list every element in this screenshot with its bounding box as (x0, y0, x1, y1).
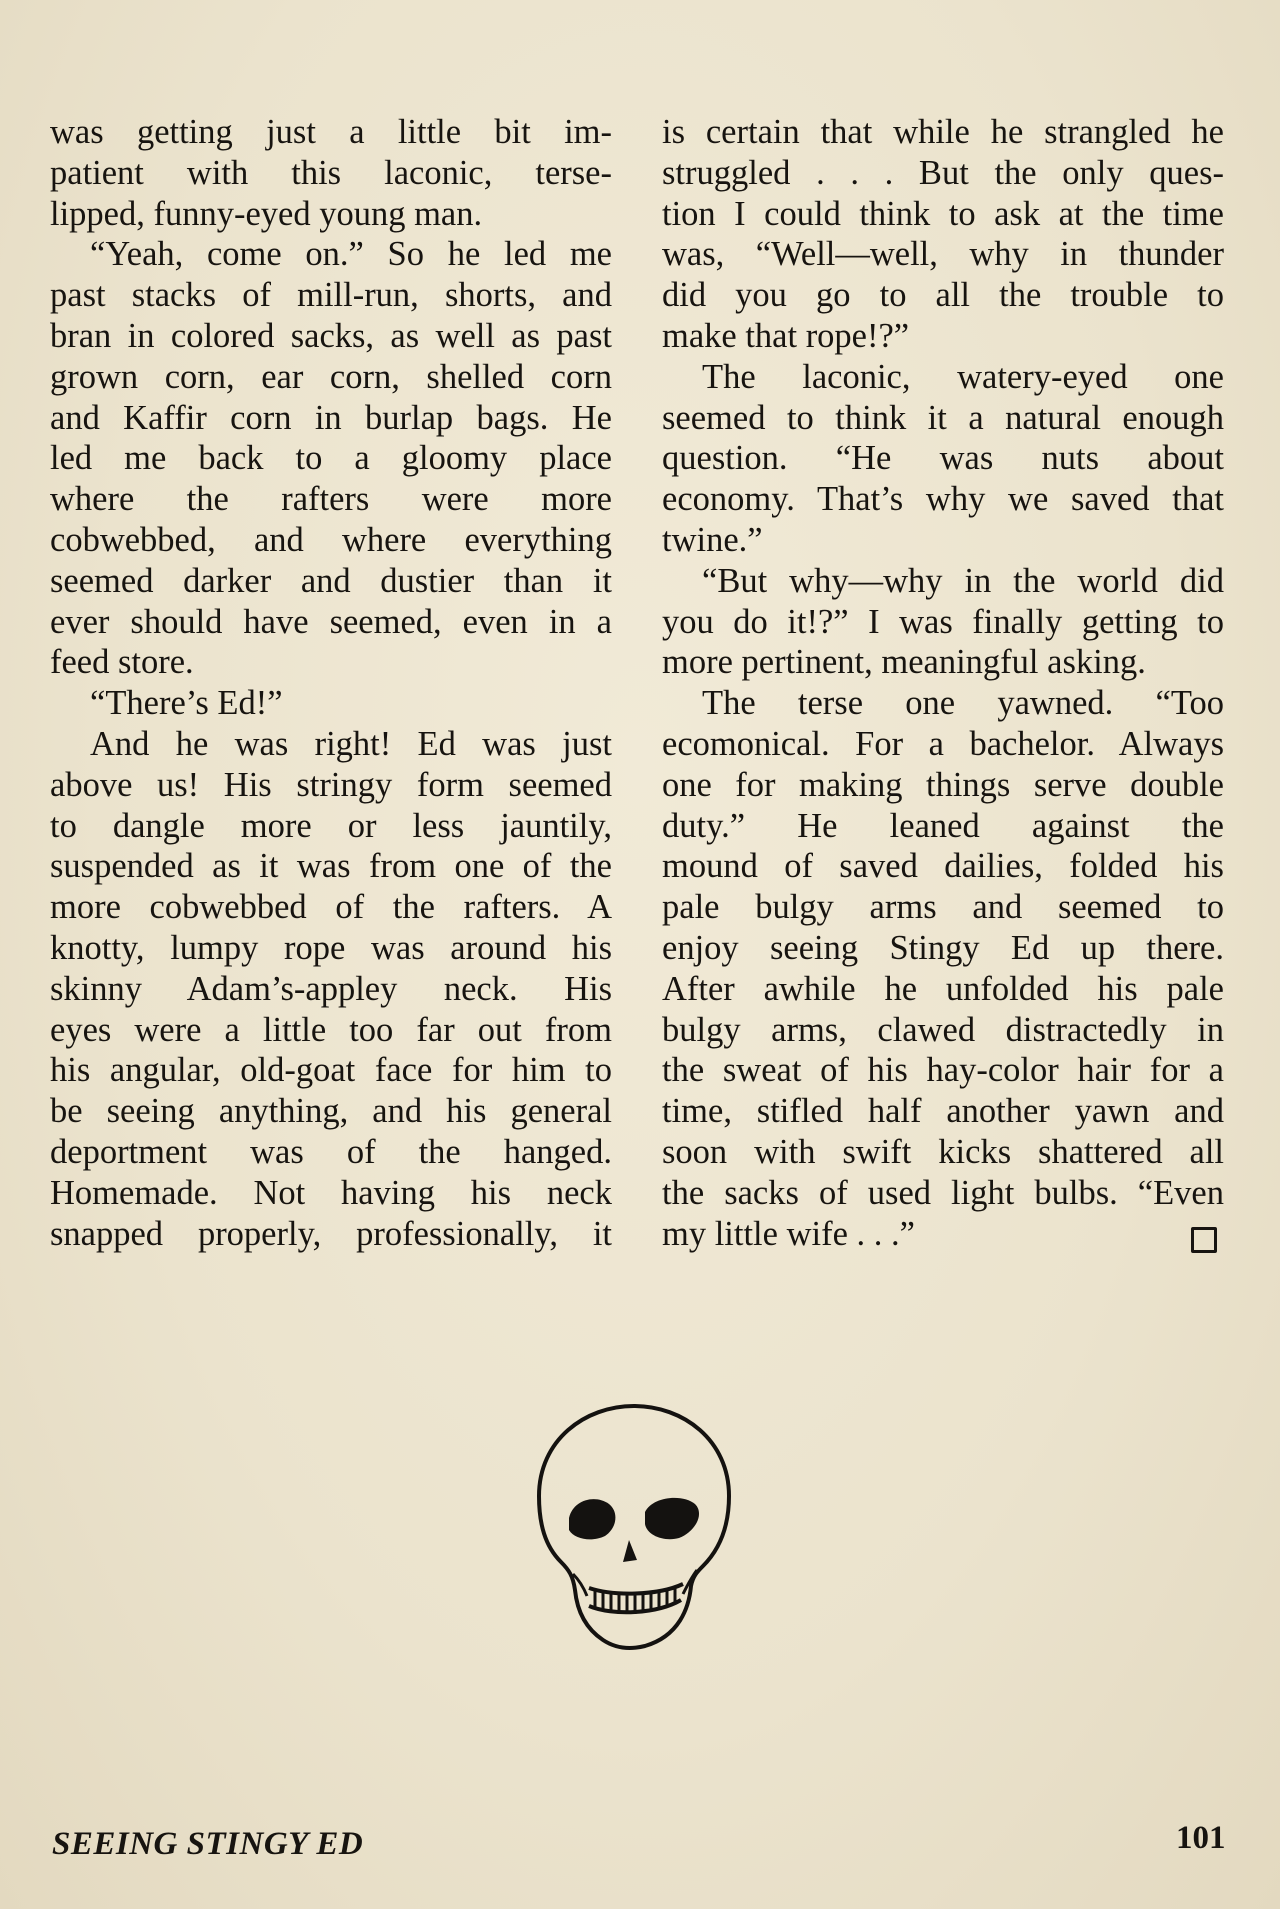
text-line: seemed darker and dustier than it (50, 561, 612, 600)
text-line: you do it!?” I was finally getting to (662, 602, 1224, 641)
text-line: did you go to all the trouble to (662, 276, 1224, 315)
text-line: knotty, lumpy rope was around his (50, 928, 612, 967)
text-line: “But why—why in the world did (702, 561, 1224, 600)
left-column (50, 112, 612, 1254)
text-line: The terse one yawned. “Too (702, 684, 1224, 723)
text-line: seemed to think it a natural enough (662, 398, 1224, 437)
text-line: grown corn, ear corn, shelled corn (50, 357, 612, 396)
text-line: mound of saved dailies, folded his (662, 847, 1224, 886)
text-line: tion I could think to ask at the time (662, 194, 1224, 233)
text-line: twine.” (662, 520, 763, 559)
text-line: ecomonical. For a bachelor. Always (662, 724, 1224, 763)
text-line: lipped, funny-eyed young man. (50, 194, 483, 233)
skull-icon (533, 1400, 735, 1652)
running-footer-title: SEEING STINGY ED (52, 1826, 364, 1862)
text-line: was getting just a little bit im- (50, 113, 612, 151)
text-line: past stacks of mill-run, shorts, and (50, 276, 612, 315)
text-line: struggled . . . But the only ques- (662, 153, 1224, 192)
text-line: soon with swift kicks shattered all (662, 1132, 1224, 1171)
text-line: suspended as it was from one of the (50, 847, 612, 886)
text-line: duty.” He leaned against the (662, 806, 1224, 845)
text-line: snapped properly, professionally, it (50, 1214, 612, 1253)
text-line: his angular, old-goat face for him to (50, 1051, 612, 1090)
text-line: skinny Adam’s-appley neck. His (50, 969, 612, 1008)
text-line: time, stifled half another yawn and (662, 1092, 1224, 1131)
text-line: bran in colored sacks, as well as past (50, 316, 612, 355)
text-line: to dangle more or less jauntily, (50, 806, 612, 845)
text-line: ever should have seemed, even in a (50, 602, 612, 641)
text-line: And he was right! Ed was just (90, 724, 612, 763)
page-number: 101 (1176, 1820, 1226, 1856)
text-line: economy. That’s why we saved that (662, 480, 1224, 519)
text-line: cobwebbed, and where everything (50, 520, 612, 559)
text-line: enjoy seeing Stingy Ed up there. (662, 928, 1224, 967)
text-line: feed store. (50, 643, 194, 682)
text-line: make that rope!?” (662, 316, 910, 355)
text-line: deportment was of the hanged. (50, 1132, 612, 1171)
text-line: eyes were a little too far out from (50, 1010, 612, 1049)
text-line: the sweat of his hay-color hair for a (662, 1051, 1224, 1090)
text-line: question. “He was nuts about (662, 439, 1224, 478)
text-line: more cobwebbed of the rafters. A (50, 888, 612, 927)
text-line: After awhile he unfolded his pale (662, 969, 1224, 1008)
text-line: “Yeah, come on.” So he led me (90, 235, 612, 274)
end-square-icon (1191, 1227, 1217, 1253)
text-line: the sacks of used light bulbs. “Even (662, 1173, 1224, 1212)
text-line: be seeing anything, and his general (50, 1092, 612, 1131)
text-line: is certain that while he strangled he (662, 113, 1224, 151)
text-line: one for making things serve double (662, 765, 1224, 804)
text-line: where the rafters were more (50, 480, 612, 519)
right-column (662, 112, 1224, 1254)
text-line: more pertinent, meaningful asking. (662, 643, 1146, 682)
text-line: “There’s Ed!” (90, 684, 283, 723)
text-line: above us! His stringy form seemed (50, 765, 612, 804)
text-line: my little wife . . .” (662, 1214, 915, 1253)
text-line: pale bulgy arms and seemed to (662, 888, 1224, 927)
text-line: led me back to a gloomy place (50, 439, 612, 478)
text-line: was, “Well—well, why in thunder (662, 235, 1224, 274)
text-line: and Kaffir corn in burlap bags. He (50, 398, 612, 437)
text-line: patient with this laconic, terse- (50, 153, 612, 192)
text-line: The laconic, watery-eyed one (702, 357, 1224, 396)
text-line: Homemade. Not having his neck (50, 1173, 612, 1212)
text-line: bulgy arms, clawed distractedly in (662, 1010, 1224, 1049)
